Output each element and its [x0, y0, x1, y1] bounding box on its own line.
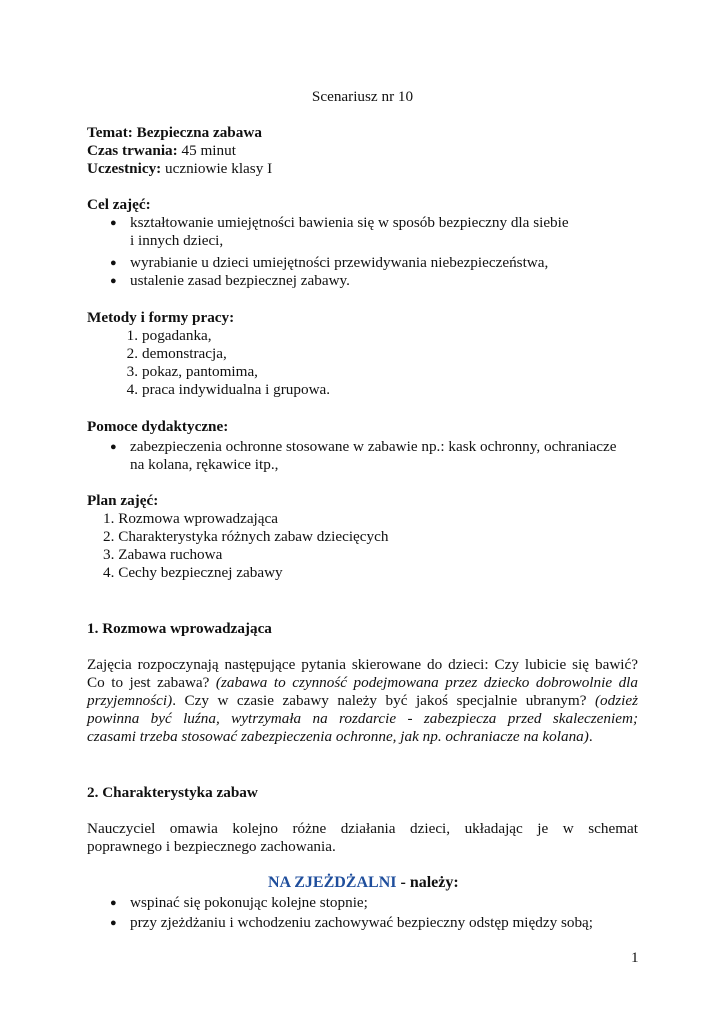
section-1-paragraph-line: Co to jest zabawa? (zabawa to czynność podejmowana przez dziecko dobrowolnie dla	[87, 674, 638, 691]
section-1-paragraph-line: przyjemności). Czy w czasie zabawy należy być jakoś specjalnie ubranym? (odzież	[87, 692, 638, 709]
aids-item: zabezpieczenia ochronne stosowane w zabawie np.: kask ochronny, ochraniacze	[130, 438, 617, 455]
goals-heading: Cel zajęć:	[87, 196, 151, 213]
plan-heading: Plan zajęć:	[87, 492, 159, 509]
method-item: praca indywidualna i grupowa.	[142, 381, 331, 398]
aids-item-continuation: na kolana, rękawice itp.,	[130, 456, 279, 473]
section-2-paragraph-line: poprawnego i bezpiecznego zachowania.	[87, 838, 336, 855]
bullet-icon: ●	[110, 441, 117, 453]
plan-item: 4. Cechy bezpiecznej zabawy	[103, 564, 283, 581]
page-number: 1	[631, 949, 639, 966]
section-1-paragraph-line: powinna być luźna, wytrzymała na rozdarcie - zabezpiecza przed skaleczeniem;	[87, 710, 638, 727]
slide-subheading: NA ZJEŻDŻALNI - należy:	[268, 874, 459, 891]
rule-item: przy zjeżdżaniu i wchodzeniu zachowywać bezpieczny odstęp między sobą;	[130, 914, 594, 931]
bullet-icon: ●	[110, 217, 117, 229]
duration-line: Czas trwania: 45 minut	[87, 142, 236, 159]
bullet-icon: ●	[110, 257, 117, 269]
method-number: 2.	[126, 345, 138, 362]
goal-item: kształtowanie umiejętności bawienia się w sposób bezpieczny dla siebie	[130, 214, 569, 231]
section-2-heading: 2. Charakterystyka zabaw	[87, 784, 258, 801]
method-number: 4.	[126, 381, 138, 398]
method-item: pogadanka,	[142, 327, 212, 344]
method-item: demonstracja,	[142, 345, 227, 362]
section-1-paragraph-line: czasami trzeba stosować zabezpieczenia ochronne, jak np. ochraniacze na kolana).	[87, 728, 593, 745]
aids-heading: Pomoce dydaktyczne:	[87, 418, 229, 435]
plan-item: 1. Rozmowa wprowadzająca	[103, 510, 279, 527]
method-number: 1.	[126, 327, 138, 344]
section-2-paragraph-line: Nauczyciel omawia kolejno różne działania dzieci, układając je w schemat	[87, 820, 638, 837]
participants-line: Uczestnicy: uczniowie klasy I	[87, 160, 273, 177]
bullet-icon: ●	[110, 917, 117, 929]
plan-item: 2. Charakterystyka różnych zabaw dziecięcych	[103, 528, 389, 545]
method-item: pokaz, pantomima,	[142, 363, 258, 380]
plan-item: 3. Zabawa ruchowa	[103, 546, 223, 563]
rule-item: wspinać się pokonując kolejne stopnie;	[130, 894, 368, 911]
goal-item: wyrabianie u dzieci umiejętności przewidywania niebezpieczeństwa,	[130, 254, 549, 271]
document-title: Scenariusz nr 10	[311, 88, 414, 105]
section-1-paragraph-line: Zajęcia rozpoczynają następujące pytania skierowane do dzieci: Czy lubicie się bawić?	[87, 656, 638, 673]
goal-item: ustalenie zasad bezpiecznej zabawy.	[130, 272, 350, 289]
section-1-heading: 1. Rozmowa wprowadzająca	[87, 620, 272, 637]
goal-item-continuation: i innych dzieci,	[130, 232, 224, 249]
method-number: 3.	[126, 363, 138, 380]
methods-heading: Metody i formy pracy:	[87, 309, 235, 326]
bullet-icon: ●	[110, 897, 117, 909]
bullet-icon: ●	[110, 275, 117, 287]
topic-line: Temat: Bezpieczna zabawa	[87, 124, 262, 141]
